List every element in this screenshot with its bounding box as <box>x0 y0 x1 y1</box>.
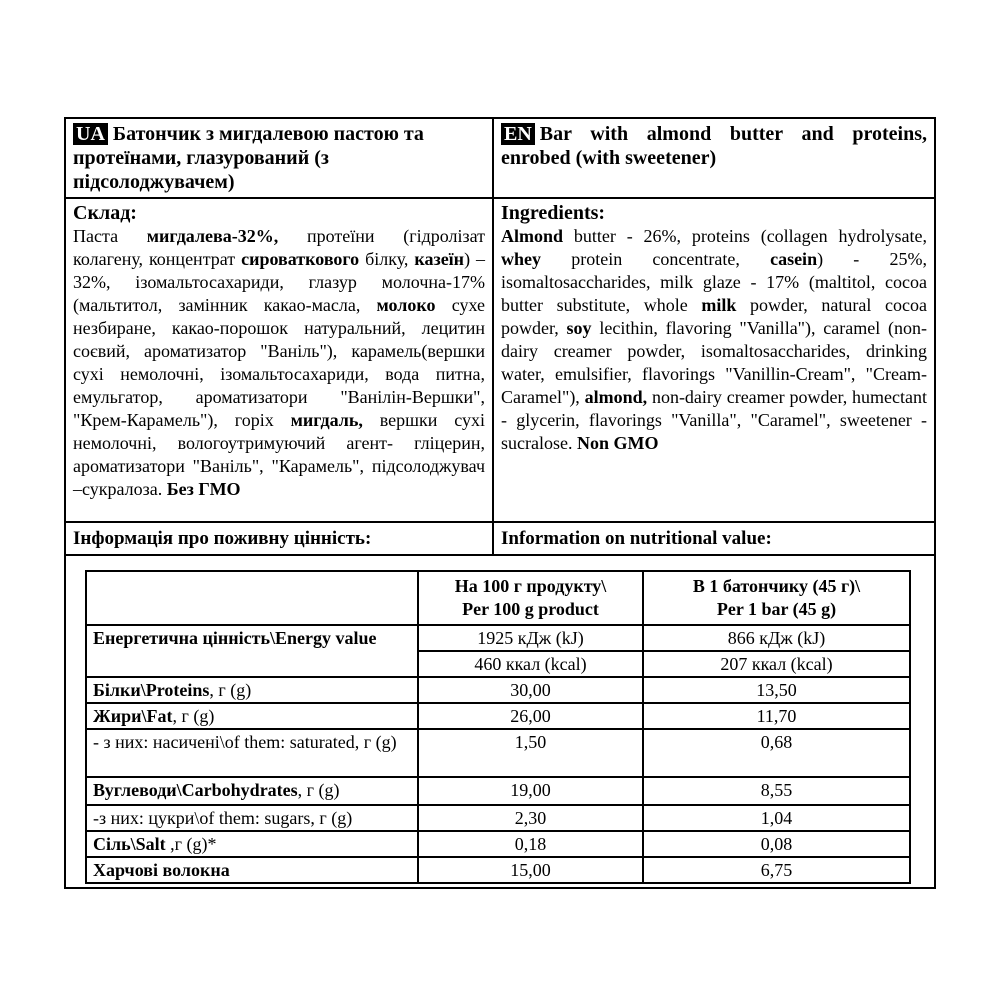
energy-label: Енергетична цінність\Energy value <box>86 625 418 677</box>
per-bar-line-ua: В 1 батончику (45 г)\ <box>692 576 861 596</box>
energy-kj-row <box>86 625 910 651</box>
nutrition-info-heading-row <box>65 522 935 555</box>
carbohydrates-per-100g: 19,00 <box>418 777 643 805</box>
nutrition-header-row <box>86 571 910 625</box>
dietary-fiber-row <box>86 857 910 883</box>
sugars-label: -з них: цукри\of them: sugars, г (g) <box>86 805 418 831</box>
per-bar-line-en: Per 1 bar (45 g) <box>716 599 837 619</box>
sugars-per-100g: 2,30 <box>418 805 643 831</box>
title-row <box>65 118 935 198</box>
product-title-ua <box>65 118 493 198</box>
nutrition-header-empty-cell <box>86 571 418 625</box>
energy-kj-per-bar: 866 кДж (kJ) <box>643 625 910 651</box>
ingredients-ua-cell <box>65 198 493 522</box>
saturated-fat-label: - з них: насичені\of them: saturated, г (g) <box>86 729 418 777</box>
nutrition-info-heading-ua: Інформація про поживну цінність: <box>65 522 493 555</box>
column-header-per-bar <box>643 571 910 625</box>
dietary-fiber-per-100g: 15,00 <box>418 857 643 883</box>
salt-row <box>86 831 910 857</box>
nutrition-table-container <box>65 555 935 888</box>
saturated-fat-per-bar: 0,68 <box>643 729 910 777</box>
salt-per-100g: 0,18 <box>418 831 643 857</box>
salt-per-bar: 0,08 <box>643 831 910 857</box>
fat-row <box>86 703 910 729</box>
fat-per-bar: 11,70 <box>643 703 910 729</box>
product-title-en-text: Bar with almond butter and proteins, enrobed (with sweetener) <box>501 123 927 169</box>
sugars-row <box>86 805 910 831</box>
product-title-ua-text: Батончик з мигдалевою пастою та протеїнами, глазурований (з підсолоджувачем) <box>73 123 424 193</box>
energy-kcal-per-bar: 207 ккал (kcal) <box>643 651 910 677</box>
proteins-per-bar: 13,50 <box>643 677 910 703</box>
dietary-fiber-per-bar: 6,75 <box>643 857 910 883</box>
column-header-per-100g <box>418 571 643 625</box>
ingredients-en-label: Ingredients: <box>501 202 606 224</box>
saturated-fat-row <box>86 729 910 777</box>
per-100g-line-en: Per 100 g product <box>462 599 599 619</box>
proteins-label: Білки\Proteins, г (g) <box>86 677 418 703</box>
ingredients-ua-text: Паста мигдалева-32%, протеїни (гідролізат колагену, концентрат сироваткового білку, казеїн) – 32%, ізомальтосахариди, глазур молочна-17% (мальтитол, замінник какао-масла, молоко сухе незбиране, какао-порошок натуральний, лецитин соєвий, ароматизатор "Ваніль"), карамель(вершки сухі немолочні, ізомальтосахариди, вода питна, емульгатор, ароматизатори "Ванілін-Вершки", "Крем-Карамель"), горіх мигдаль, вершки сухі немолочні, вологоутримуючий агент- гліцерин, ароматизатори "Ваніль", "Карамель", підсолоджувач –сукралоза. Без ГМО <box>73 226 485 499</box>
nutrition-facts-table <box>85 570 911 884</box>
ingredients-en-cell <box>493 198 935 522</box>
nutrition-info-heading-en: Information on nutritional value: <box>493 522 935 555</box>
product-title-en <box>493 118 935 198</box>
ingredients-row <box>65 198 935 522</box>
energy-kj-per-100g: 1925 кДж (kJ) <box>418 625 643 651</box>
ua-language-badge: UA <box>73 123 108 145</box>
per-100g-line-ua: На 100 г продукту\ <box>454 576 607 596</box>
carbohydrates-label: Вуглеводи\Carbohydrates, г (g) <box>86 777 418 805</box>
en-language-badge: EN <box>501 123 535 145</box>
ingredients-ua-label: Склад: <box>73 202 137 224</box>
carbohydrates-per-bar: 8,55 <box>643 777 910 805</box>
saturated-fat-per-100g: 1,50 <box>418 729 643 777</box>
proteins-row <box>86 677 910 703</box>
nutrition-table-row <box>65 555 935 888</box>
dietary-fiber-label: Харчові волокна <box>86 857 418 883</box>
proteins-per-100g: 30,00 <box>418 677 643 703</box>
salt-label: Сіль\Salt ,г (g)* <box>86 831 418 857</box>
label-document <box>64 117 934 889</box>
carbohydrates-row <box>86 777 910 805</box>
sugars-per-bar: 1,04 <box>643 805 910 831</box>
fat-label: Жири\Fat, г (g) <box>86 703 418 729</box>
fat-per-100g: 26,00 <box>418 703 643 729</box>
ingredients-en-text: Almond butter - 26%, proteins (collagen hydrolysate, whey protein concentrate, casein) - 25%, isomaltosaccharides, milk glaze - 17% (maltitol, cocoa butter substitute, whole milk powder, natural cocoa powder, soy lecithin, flavoring "Vanilla"), caramel (non-dairy creamer powder, isomaltosaccharides, drinking water, emulsifier, flavorings "Vanillin-Cream", "Cream-Caramel"), almond, non-dairy creamer powder, humectant - glycerin, flavorings "Vanilla", "Caramel", sweetener - sucralose. Non GMO <box>501 226 928 453</box>
product-label-table <box>64 117 936 889</box>
energy-kcal-per-100g: 460 ккал (kcal) <box>418 651 643 677</box>
